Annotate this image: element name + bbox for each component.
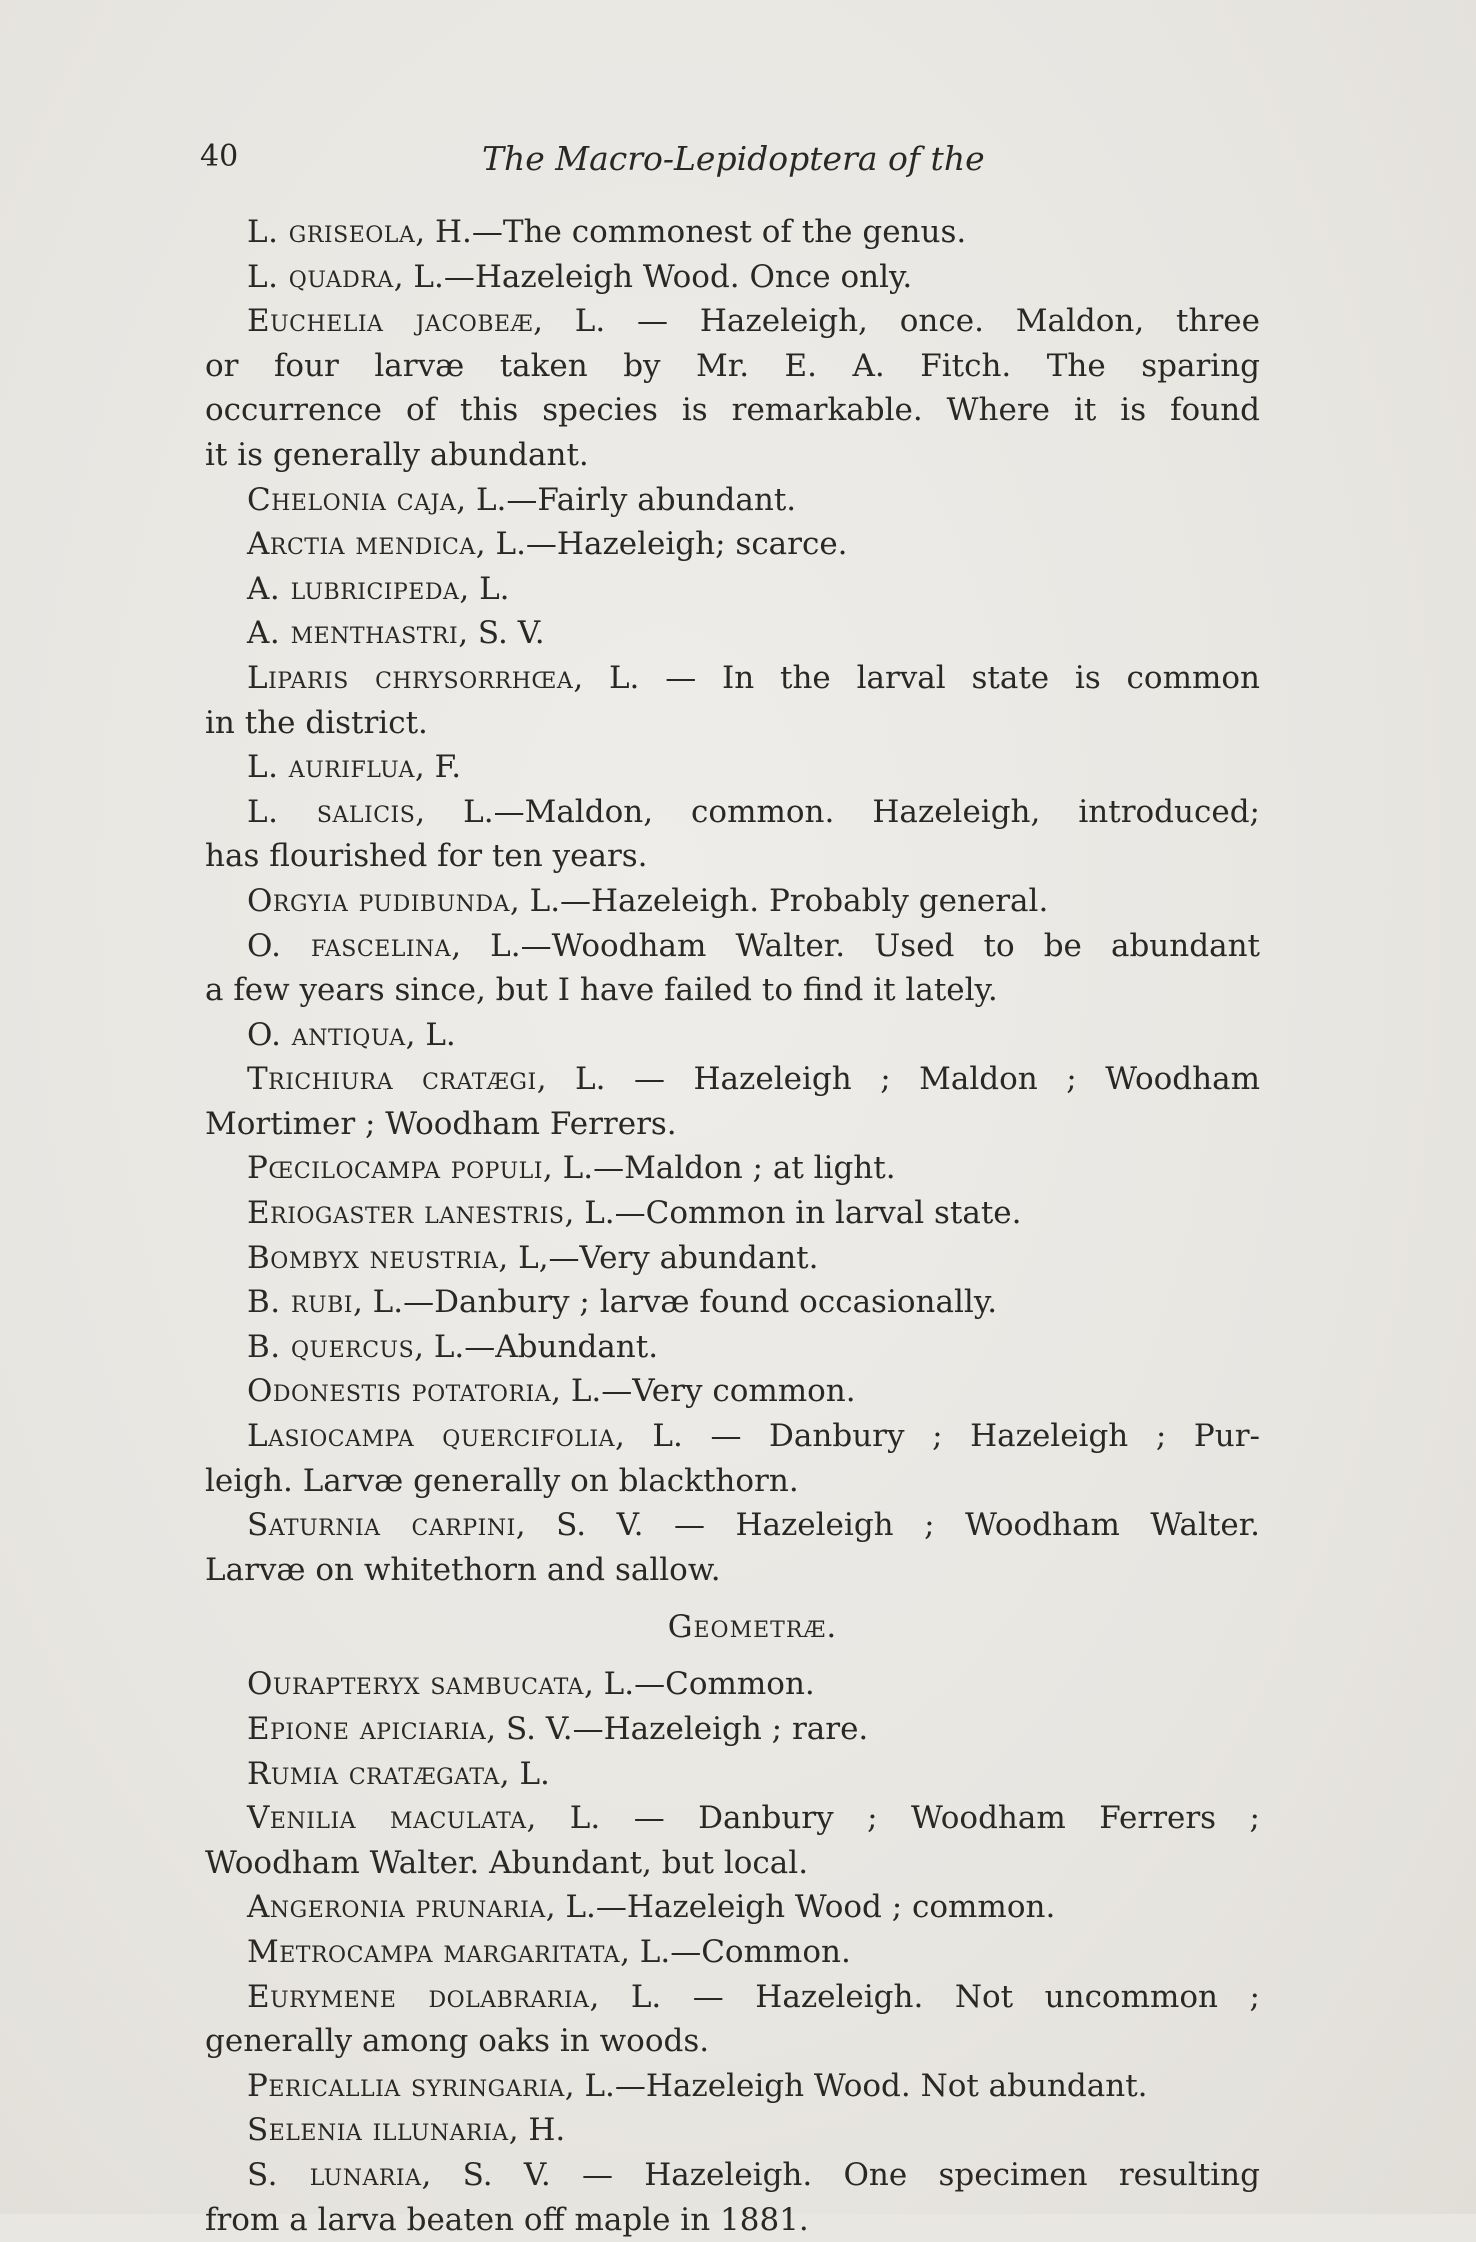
species-entry <box>205 1752 1260 1797</box>
species-name: L. salicis <box>247 793 416 830</box>
species-name: Pericallia syringaria <box>247 2067 565 2104</box>
species-name: Trichiura cratægi <box>247 1061 537 1098</box>
species-entry <box>205 1057 1260 1102</box>
species-note: , L.—Hazeleigh Wood ; common. <box>545 1889 1056 1926</box>
species-entry <box>205 611 1260 656</box>
species-entry <box>205 1796 1260 1841</box>
species-note: , L. — Danbury ; Woodham Ferrers ; <box>526 1800 1260 1837</box>
species-note-continuation: has flourished for ten years. <box>205 838 648 875</box>
species-name: Chelonia caja <box>247 481 457 518</box>
species-name: Saturnia carpini <box>247 1507 516 1544</box>
species-entry <box>205 1885 1260 1930</box>
species-note: , L.—Common. <box>583 1666 815 1703</box>
species-name: Selenia illunaria <box>247 2112 509 2149</box>
species-entry <box>205 1280 1260 1325</box>
species-note-continuation: a few years since, but I have failed to find it lately. <box>205 972 998 1009</box>
species-note: , L. <box>499 1755 550 1792</box>
species-note-continuation: Mortimer ; Woodham Ferrers. <box>205 1105 677 1142</box>
species-name: L. griseola <box>247 214 416 250</box>
species-entry <box>205 745 1260 790</box>
species-entry <box>205 790 1260 835</box>
species-note: , S. V. <box>458 615 545 652</box>
species-note-continuation: occurrence of this species is remarkable. Where it is found <box>205 392 1260 429</box>
species-note: , H.—The commonest of the genus. <box>415 214 967 250</box>
species-name: Euchelia jacobeæ <box>247 303 534 340</box>
species-note: , L. <box>405 1016 456 1053</box>
species-entry <box>205 299 1260 344</box>
species-entry <box>205 2108 1260 2153</box>
species-note: , L.—Maldon, common. Hazeleigh, introduced; <box>415 793 1260 830</box>
species-note: , L.—Common. <box>620 1933 851 1970</box>
species-list-geometrae <box>205 1662 1260 2242</box>
species-note-continuation: leigh. Larvæ generally on blackthorn. <box>205 1462 799 1499</box>
species-entry <box>205 1414 1260 1459</box>
species-note: , L.—Maldon ; at light. <box>542 1150 896 1187</box>
species-name: L. quadra <box>247 258 394 295</box>
species-entry <box>205 1503 1260 1548</box>
species-entry <box>205 2064 1260 2109</box>
species-list <box>205 210 1260 2242</box>
species-entry <box>205 1146 1260 1191</box>
species-note-continuation: from a larva beaten off maple in 1881. <box>205 2201 809 2238</box>
species-note: , L.—Very common. <box>551 1373 856 1410</box>
species-note: , L.—Abundant. <box>414 1328 659 1365</box>
species-note-continuation: Larvæ on whitethorn and sallow. <box>205 1551 721 1588</box>
species-name: O. fascelina <box>247 927 452 964</box>
species-note: , L.—Hazeleigh Wood. Not abundant. <box>564 2067 1148 2104</box>
species-name: Liparis chrysorrhœa <box>247 659 574 696</box>
species-name: B. quercus <box>247 1328 415 1365</box>
species-entry <box>205 2153 1260 2198</box>
species-note: , L.—Hazeleigh. Probably general. <box>509 882 1049 919</box>
species-entry <box>205 210 1260 255</box>
species-note-continuation: it is generally abundant. <box>205 436 589 473</box>
species-entry <box>205 879 1260 924</box>
species-name: Metrocampa margaritata <box>247 1933 621 1970</box>
species-name: O. antiqua <box>247 1016 406 1053</box>
species-note: , L,—Very abundant. <box>498 1239 819 1276</box>
running-head: The Macro-Lepidoptera of the <box>482 139 985 178</box>
species-name: S. lunaria <box>247 2156 422 2193</box>
species-entry <box>205 924 1260 969</box>
species-note: , S. V. — Hazeleigh. One specimen resulting <box>421 2156 1260 2193</box>
species-note: , L. — In the larval state is common <box>573 659 1260 696</box>
species-name: A. lubricipeda <box>247 570 460 607</box>
species-entry <box>205 1930 1260 1975</box>
species-name: Lasiocampa quercifolia <box>247 1418 615 1455</box>
species-entry <box>205 1325 1260 1370</box>
species-entry <box>205 522 1260 567</box>
species-entry <box>205 567 1260 612</box>
species-name: Bombyx neustria <box>247 1239 499 1276</box>
page-number: 40 <box>200 139 239 174</box>
species-note: , L.—Danbury ; larvæ found occasionally. <box>352 1284 998 1321</box>
species-name: Pœcilocampa populi <box>247 1150 543 1187</box>
species-note: , H. <box>508 2112 566 2149</box>
species-note: , L.—Common in larval state. <box>564 1195 1022 1232</box>
species-name: Rumia cratægata <box>247 1755 500 1792</box>
species-name: A. menthastri <box>247 615 459 652</box>
species-list-bombyces <box>205 210 1260 1592</box>
species-note-continuation: generally among oaks in woods. <box>205 2023 710 2060</box>
species-entry <box>205 1013 1260 1058</box>
species-name: Angeronia prunaria <box>247 1889 546 1926</box>
species-entry <box>205 1707 1260 1752</box>
species-name: Venilia maculata <box>247 1800 527 1837</box>
species-note: , F. <box>414 749 462 786</box>
species-note: , L. — Danbury ; Hazeleigh ; Pur- <box>615 1418 1260 1455</box>
species-note: , L. — Hazeleigh, once. Maldon, three <box>533 303 1260 340</box>
species-note: , S. V.—Hazeleigh ; rare. <box>486 1711 869 1747</box>
species-note: , L. — Hazeleigh ; Maldon ; Woodham <box>536 1061 1260 1098</box>
species-entry <box>205 1975 1260 2020</box>
species-name: Eurymene dolabraria <box>247 1978 590 2015</box>
species-entry <box>205 1191 1260 1236</box>
species-note-continuation: Woodham Walter. Abundant, but local. <box>205 1844 809 1881</box>
species-name: L. auriflua <box>247 749 415 786</box>
species-note: , L.—Woodham Walter. Used to be abundant <box>451 927 1260 964</box>
species-entry <box>205 255 1260 300</box>
species-entry <box>205 1662 1260 1707</box>
species-name: Eriogaster lanestris <box>247 1195 565 1232</box>
species-name: B. rubi <box>247 1284 353 1321</box>
species-entry <box>205 478 1260 523</box>
species-note: , L.—Hazeleigh Wood. Once only. <box>393 258 913 295</box>
species-name: Arctia mendica <box>247 526 476 563</box>
species-name: Odonestis potatoria <box>247 1373 552 1410</box>
species-note-continuation: in the district. <box>205 704 428 741</box>
species-name: Epione apiciaria <box>247 1711 487 1747</box>
species-name: Orgyia pudibunda <box>247 882 510 919</box>
species-entry <box>205 1369 1260 1414</box>
page-header <box>200 133 1255 183</box>
species-note: , L.—Hazeleigh; scarce. <box>475 526 848 563</box>
species-note: , L.—Fairly abundant. <box>456 481 797 518</box>
species-note: , L. <box>459 570 510 607</box>
species-note: , L. — Hazeleigh. Not uncommon ; <box>589 1978 1260 2015</box>
species-note: , S. V. — Hazeleigh ; Woodham Walter. <box>515 1507 1261 1544</box>
species-note-continuation: or four larvæ taken by Mr. E. A. Fitch. The sparing <box>205 347 1260 384</box>
species-name: Ourapteryx sambucata <box>247 1666 584 1703</box>
section-heading: Geometræ. <box>667 1609 838 1646</box>
species-entry <box>205 656 1260 701</box>
species-entry <box>205 1236 1260 1281</box>
